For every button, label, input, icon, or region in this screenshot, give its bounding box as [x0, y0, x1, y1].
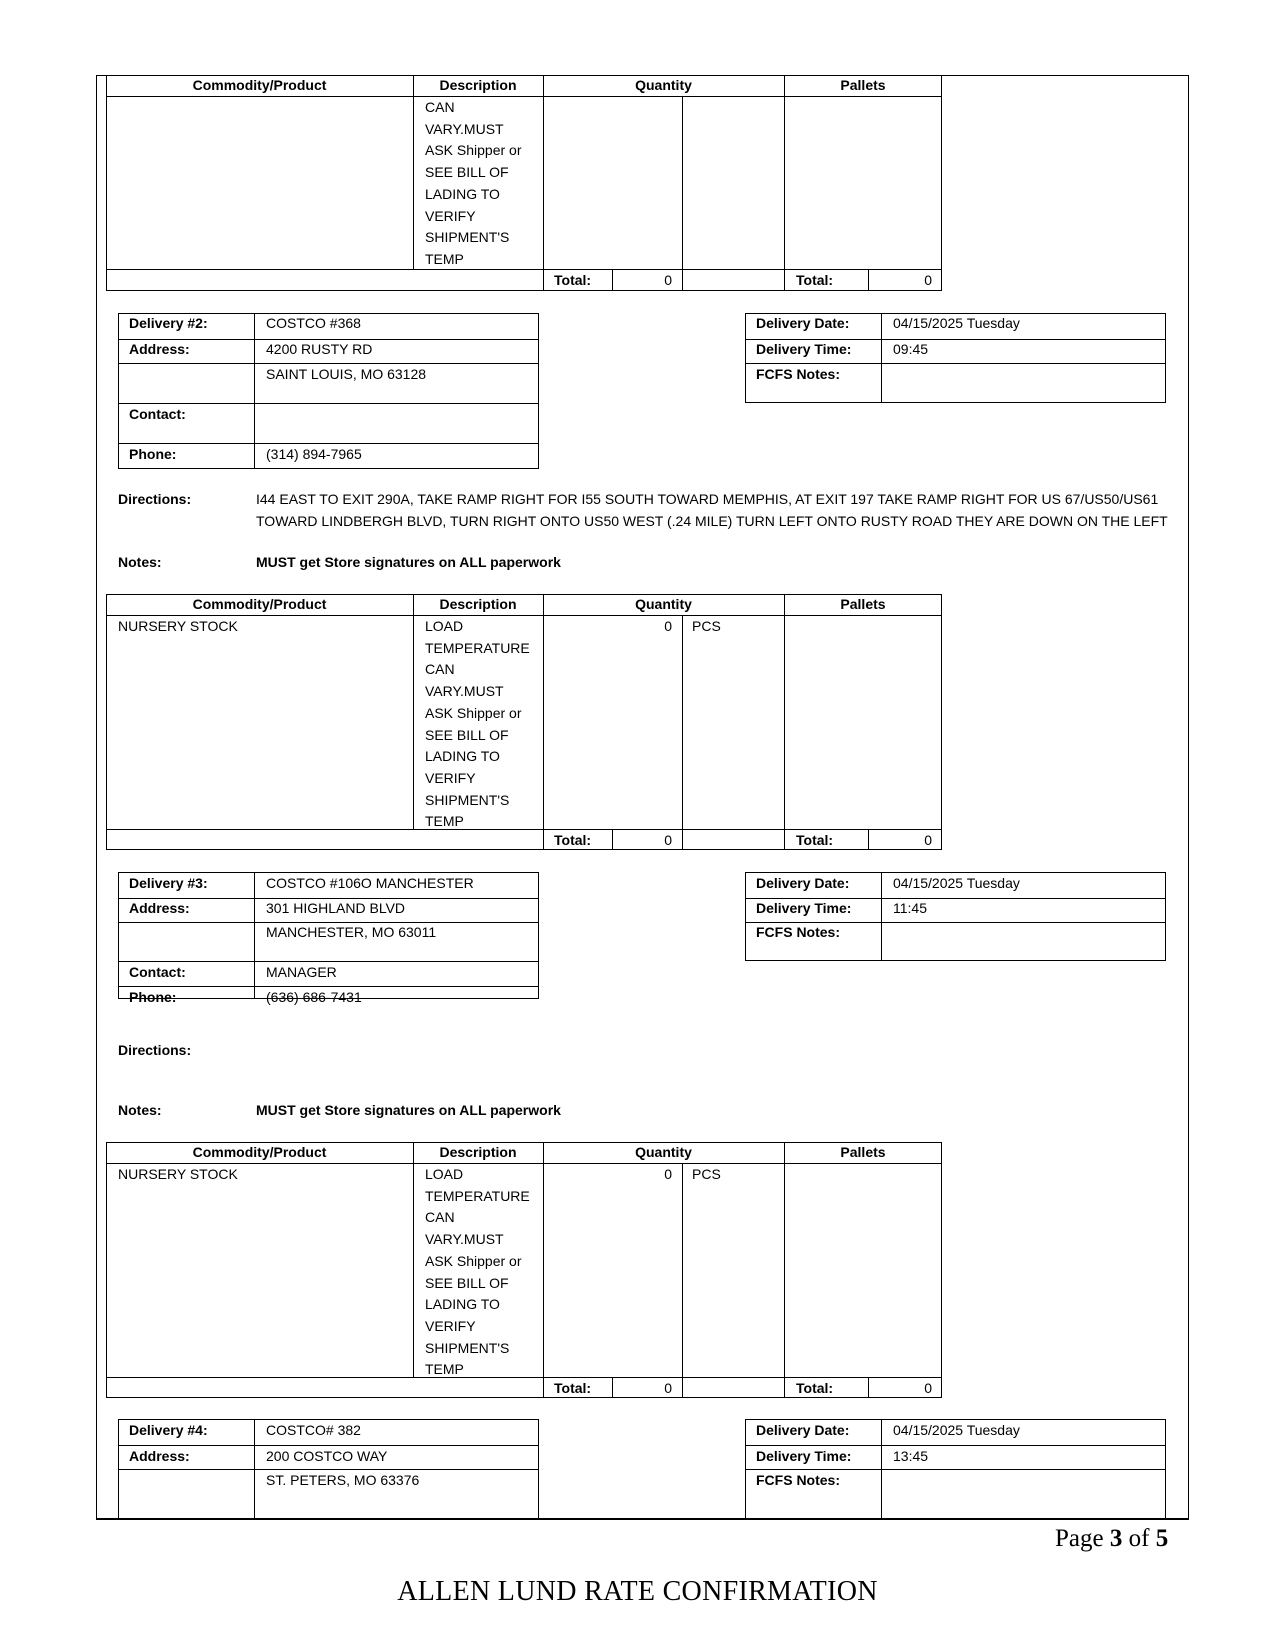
col-divider: [543, 1142, 544, 1398]
quantity-value: 0: [664, 1166, 672, 1182]
pallets-total-label: Total:: [796, 832, 834, 848]
header-commodity: Commodity/Product: [192, 596, 327, 612]
delivery-number-label: Delivery #3:: [129, 875, 208, 891]
directions-label: Directions:: [118, 491, 192, 507]
header-quantity: Quantity: [635, 1144, 692, 1160]
delivery-date-value: 04/15/2025 Tuesday: [893, 315, 1020, 331]
delivery-date-label: Delivery Date:: [756, 875, 850, 891]
phone-label: Phone:: [129, 446, 177, 462]
col-divider: [784, 75, 785, 291]
phone-value: (636) 686-7431: [266, 989, 362, 1005]
directions-label: Directions:: [118, 1042, 192, 1058]
address-line2: ST. PETERS, MO 63376: [266, 1472, 420, 1488]
delivery-date-value: 04/15/2025 Tuesday: [893, 1422, 1020, 1438]
header-description: Description: [439, 1144, 517, 1160]
address-line2: MANCHESTER, MO 63011: [266, 924, 437, 940]
quantity-total-label: Total:: [554, 832, 592, 848]
delivery-store-name: COSTCO# 382: [266, 1422, 361, 1438]
col-divider: [682, 96, 683, 291]
notes-value: MUST get Store signatures on ALL paperwork: [256, 554, 561, 570]
directions-line2: TOWARD LINDBERGH BLVD, TURN RIGHT ONTO US50 WEST (.24 MILE) TURN LEFT ONTO RUSTY ROAD THEY ARE DOWN ON THE LEFT: [256, 513, 1168, 529]
quantity-total-label: Total:: [554, 272, 592, 288]
header-pallets: Pallets: [840, 77, 886, 93]
commodity-description: CAN VARY.MUST ASK Shipper or SEE BILL OF LADING TO VERIFY SHIPMENT'S TEMP: [425, 99, 522, 267]
delivery-store-name: COSTCO #368: [266, 315, 361, 331]
delivery-time-value: 09:45: [893, 341, 929, 357]
col-divider: [881, 872, 882, 961]
address-line2: SAINT LOUIS, MO 63128: [266, 366, 427, 382]
fcfs-notes-label: FCFS Notes:: [756, 924, 840, 940]
col-divider: [254, 313, 255, 469]
pallets-total-value: 0: [924, 832, 932, 848]
col-divider: [881, 313, 882, 403]
fcfs-notes-label: FCFS Notes:: [756, 1472, 840, 1488]
quantity-unit: PCS: [692, 1166, 721, 1182]
header-commodity: Commodity/Product: [192, 77, 327, 93]
delivery-time-label: Delivery Time:: [756, 341, 852, 357]
delivery-time-label: Delivery Time:: [756, 900, 852, 916]
page-current: 3: [1109, 1525, 1123, 1552]
pallets-total-value: 0: [924, 272, 932, 288]
phone-value: (314) 894-7965: [266, 446, 362, 462]
header-pallets: Pallets: [840, 596, 886, 612]
header-description: Description: [439, 596, 517, 612]
directions-line1: I44 EAST TO EXIT 290A, TAKE RAMP RIGHT FOR I55 SOUTH TOWARD MEMPHIS, AT EXIT 197 TAKE RAMP RIGHT FOR US 67/US50/US61: [256, 491, 1159, 507]
quantity-total-value: 0: [664, 1380, 672, 1396]
delivery-store-name: COSTCO #106O MANCHESTER: [266, 875, 474, 891]
address-line1: 301 HIGHLAND BLVD: [266, 900, 406, 916]
col-divider: [543, 75, 544, 291]
contact-label: Contact:: [129, 964, 186, 980]
quantity-unit: PCS: [692, 618, 721, 634]
col-divider: [413, 594, 414, 829]
col-divider: [543, 594, 544, 850]
header-quantity: Quantity: [635, 77, 692, 93]
page-of: of: [1122, 1525, 1156, 1552]
commodity-product: NURSERY STOCK: [118, 1166, 238, 1182]
col-divider: [254, 872, 255, 999]
commodity-description: LOAD TEMPERATURE CAN VARY.MUST ASK Shipper or SEE BILL OF LADING TO VERIFY SHIPMENT'S TEMP: [425, 618, 530, 830]
page-total: 5: [1155, 1525, 1169, 1552]
delivery-time-value: 13:45: [893, 1448, 929, 1464]
delivery-date-label: Delivery Date:: [756, 315, 850, 331]
pallets-total-value: 0: [924, 1380, 932, 1396]
address-label: Address:: [129, 900, 190, 916]
delivery-number-label: Delivery #2:: [129, 315, 208, 331]
delivery-time-label: Delivery Time:: [756, 1448, 852, 1464]
notes-value: MUST get Store signatures on ALL paperwork: [256, 1102, 561, 1118]
table-border: [106, 75, 942, 291]
address-label: Address:: [129, 1448, 190, 1464]
page-prefix: Page: [1055, 1525, 1110, 1552]
fcfs-notes-label: FCFS Notes:: [756, 366, 840, 382]
pallets-total-label: Total:: [796, 1380, 834, 1396]
header-description: Description: [439, 77, 517, 93]
address-line1: 4200 RUSTY RD: [266, 341, 373, 357]
delivery-date-value: 04/15/2025 Tuesday: [893, 875, 1020, 891]
page-number: [1055, 1525, 1168, 1553]
delivery-number-label: Delivery #4:: [129, 1422, 208, 1438]
contact-label: Contact:: [129, 406, 186, 422]
col-divider: [784, 1142, 785, 1398]
address-label: Address:: [129, 341, 190, 357]
header-pallets: Pallets: [840, 1144, 886, 1160]
phone-label: Phone:: [129, 989, 177, 1005]
document-title: ALLEN LUND RATE CONFIRMATION: [397, 1576, 878, 1607]
quantity-total-value: 0: [664, 272, 672, 288]
commodity-product: NURSERY STOCK: [118, 618, 238, 634]
address-line1: 200 COSTCO WAY: [266, 1448, 388, 1464]
pallets-total-label: Total:: [796, 272, 834, 288]
quantity-total-label: Total:: [554, 1380, 592, 1396]
notes-label: Notes:: [118, 554, 162, 570]
delivery-time-value: 11:45: [893, 900, 927, 916]
col-divider: [254, 1419, 255, 1520]
col-divider: [413, 75, 414, 269]
delivery-date-label: Delivery Date:: [756, 1422, 850, 1438]
col-divider: [413, 1142, 414, 1377]
header-quantity: Quantity: [635, 596, 692, 612]
header-commodity: Commodity/Product: [192, 1144, 327, 1160]
quantity-total-value: 0: [664, 832, 672, 848]
quantity-value: 0: [664, 618, 672, 634]
col-divider: [881, 1419, 882, 1520]
col-divider: [784, 594, 785, 850]
col-divider: [682, 1163, 683, 1398]
col-divider: [682, 615, 683, 850]
contact-value: MANAGER: [266, 964, 337, 980]
commodity-description: LOAD TEMPERATURE CAN VARY.MUST ASK Shipper or SEE BILL OF LADING TO VERIFY SHIPMENT'S TEMP: [425, 1166, 530, 1378]
notes-label: Notes:: [118, 1102, 162, 1118]
